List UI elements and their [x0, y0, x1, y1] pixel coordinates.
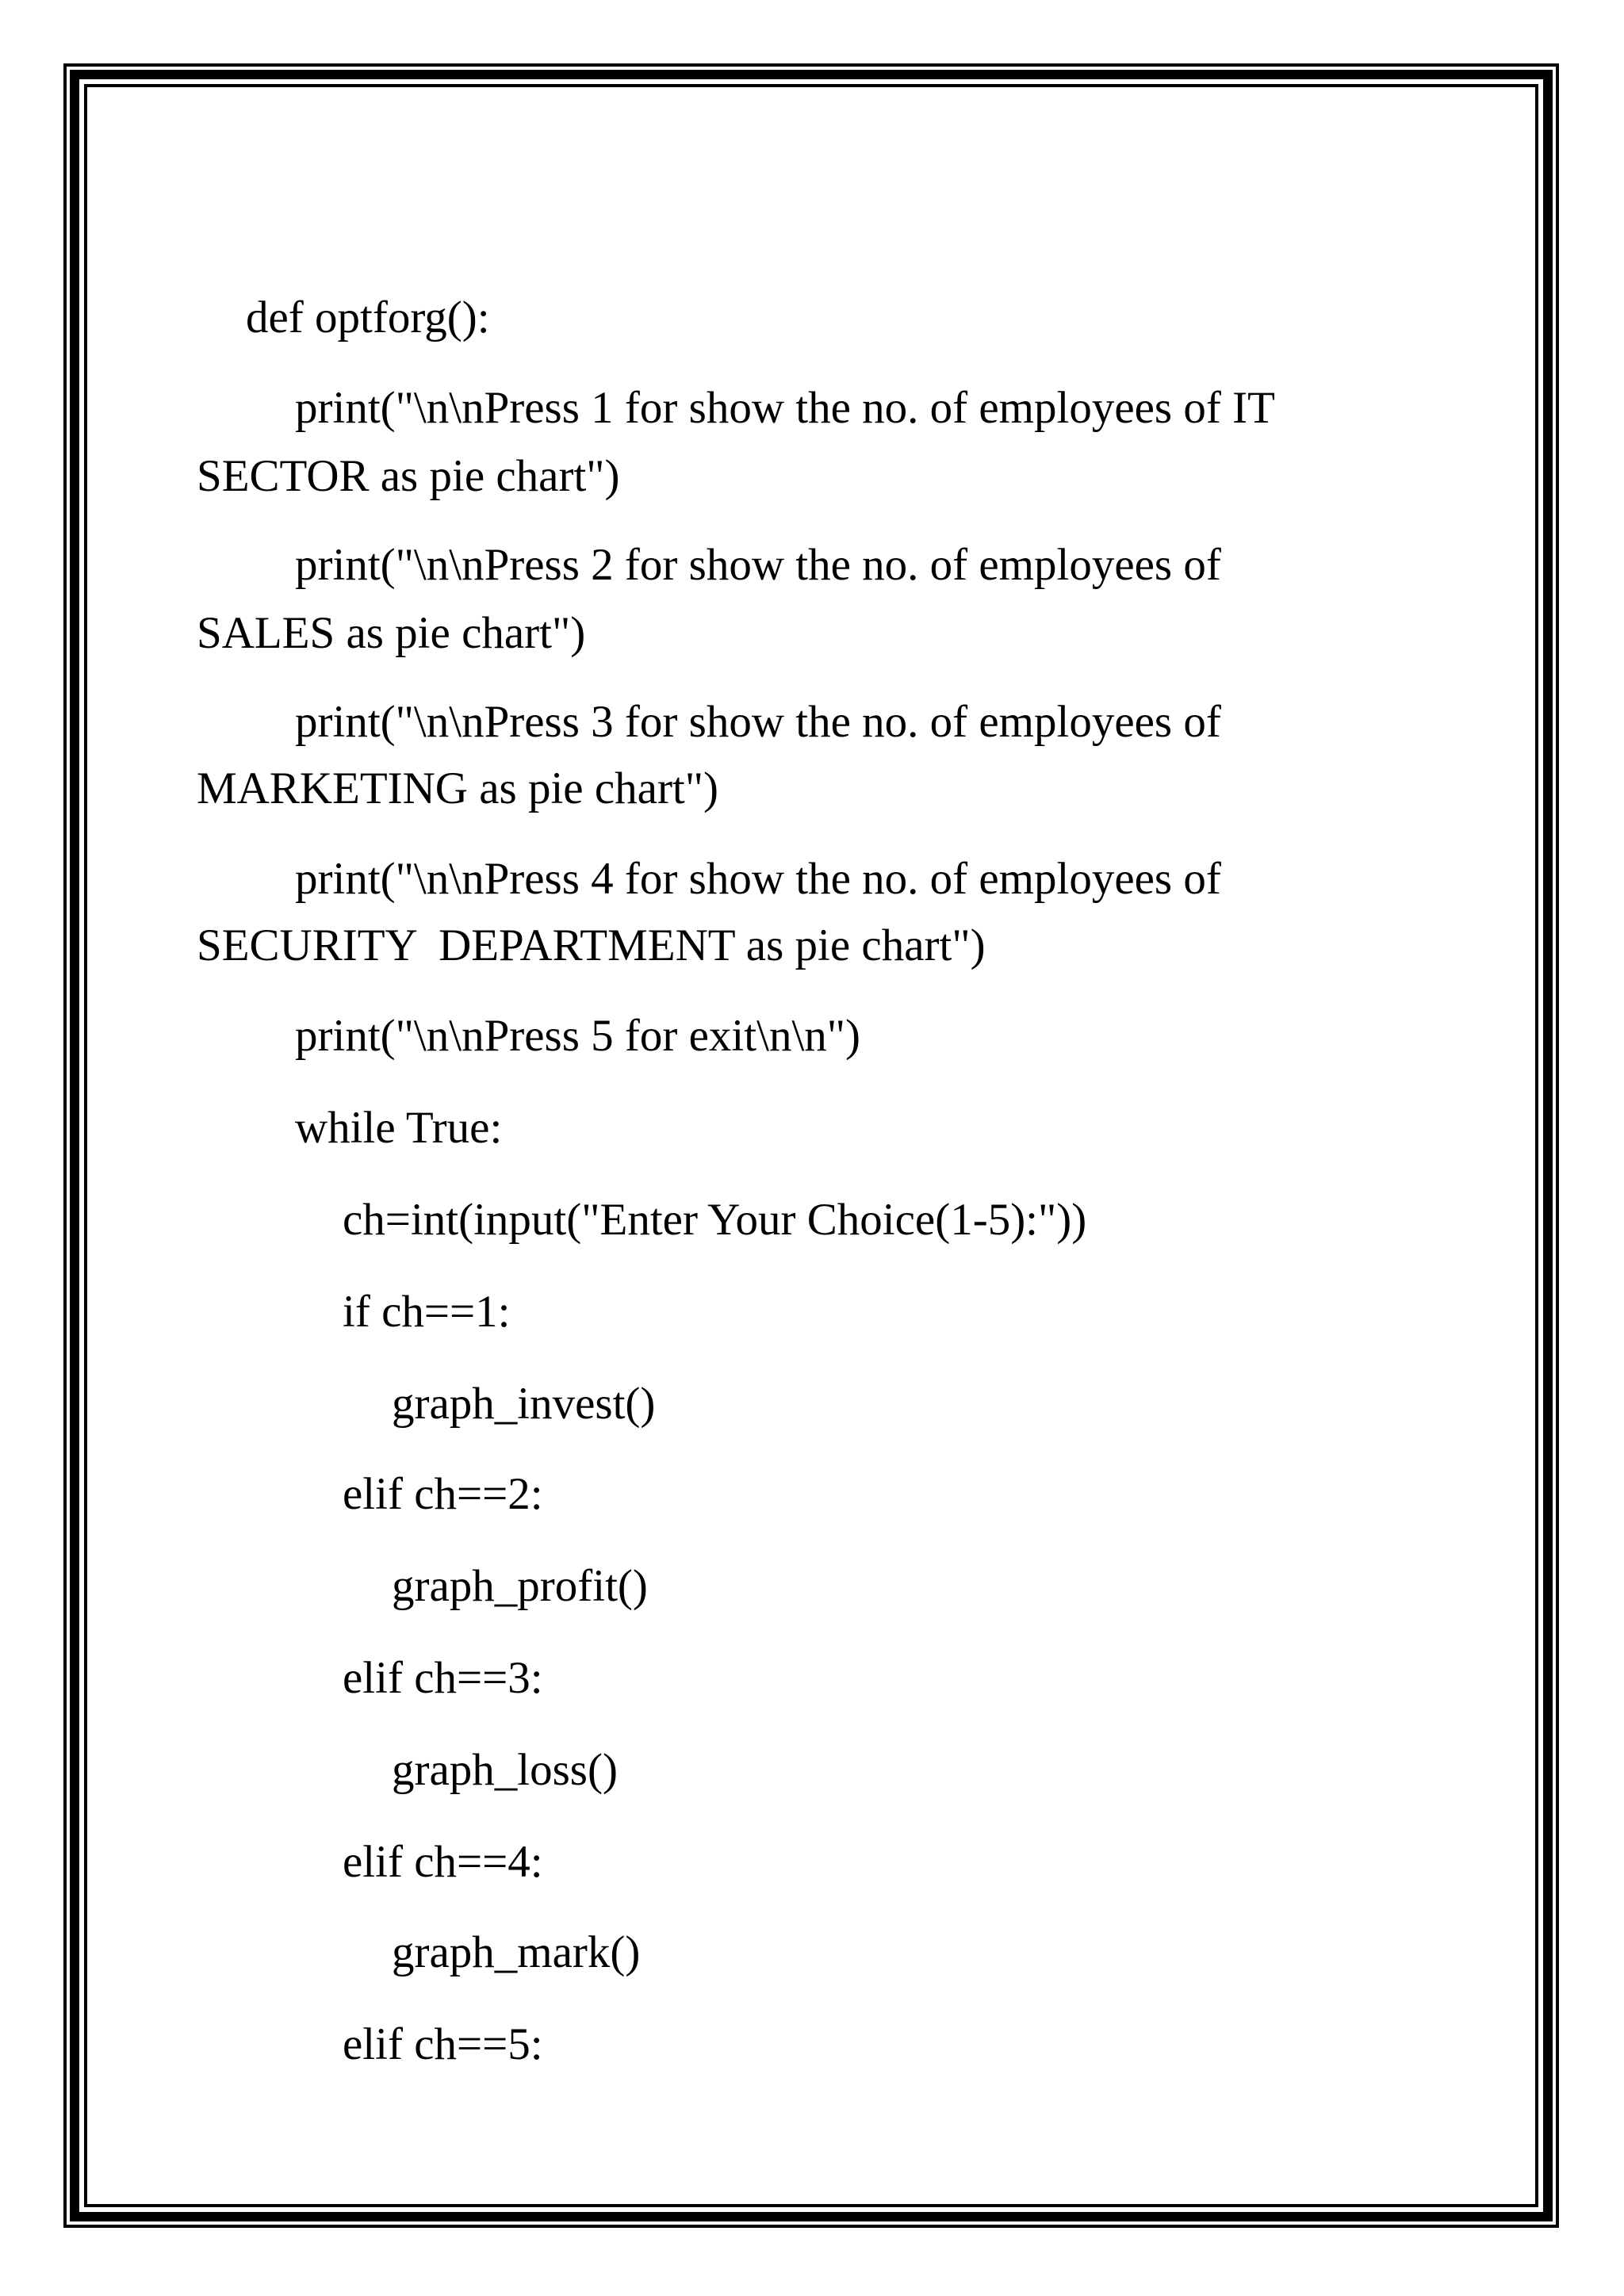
- code-line-elif-5: elif ch==5:: [343, 2019, 543, 2069]
- code-line-def: def optforg():: [246, 293, 490, 342]
- code-line-elif-4: elif ch==4:: [343, 1837, 543, 1887]
- code-line-call-profit: graph_profit(): [392, 1561, 648, 1611]
- code-line-call-loss: graph_loss(): [392, 1745, 618, 1795]
- code-line-print-3-cont: MARKETING as pie chart"): [197, 763, 719, 813]
- code-line-elif-3: elif ch==3:: [343, 1653, 543, 1703]
- code-line-if-1: if ch==1:: [343, 1287, 511, 1337]
- code-line-input: ch=int(input("Enter Your Choice(1-5):")): [343, 1195, 1087, 1245]
- code-line-print-4: print("\n\nPress 4 for show the no. of employees of: [295, 854, 1221, 904]
- code-line-print-5: print("\n\nPress 5 for exit\n\n"): [295, 1011, 861, 1061]
- code-line-print-2: print("\n\nPress 2 for show the no. of employees of: [295, 540, 1221, 590]
- code-line-print-3: print("\n\nPress 3 for show the no. of employees of: [295, 697, 1221, 747]
- code-line-print-1: print("\n\nPress 1 for show the no. of employees of IT: [295, 383, 1275, 433]
- code-line-call-mark: graph_mark(): [392, 1927, 641, 1977]
- code-line-call-invest: graph_invest(): [392, 1379, 656, 1429]
- code-line-print-4-cont: SECURITY DEPARTMENT as pie chart"): [197, 920, 986, 970]
- code-line-print-1-cont: SECTOR as pie chart"): [197, 451, 620, 501]
- code-line-print-2-cont: SALES as pie chart"): [197, 608, 586, 658]
- code-line-elif-2: elif ch==2:: [343, 1469, 543, 1519]
- code-line-while: while True:: [295, 1103, 503, 1153]
